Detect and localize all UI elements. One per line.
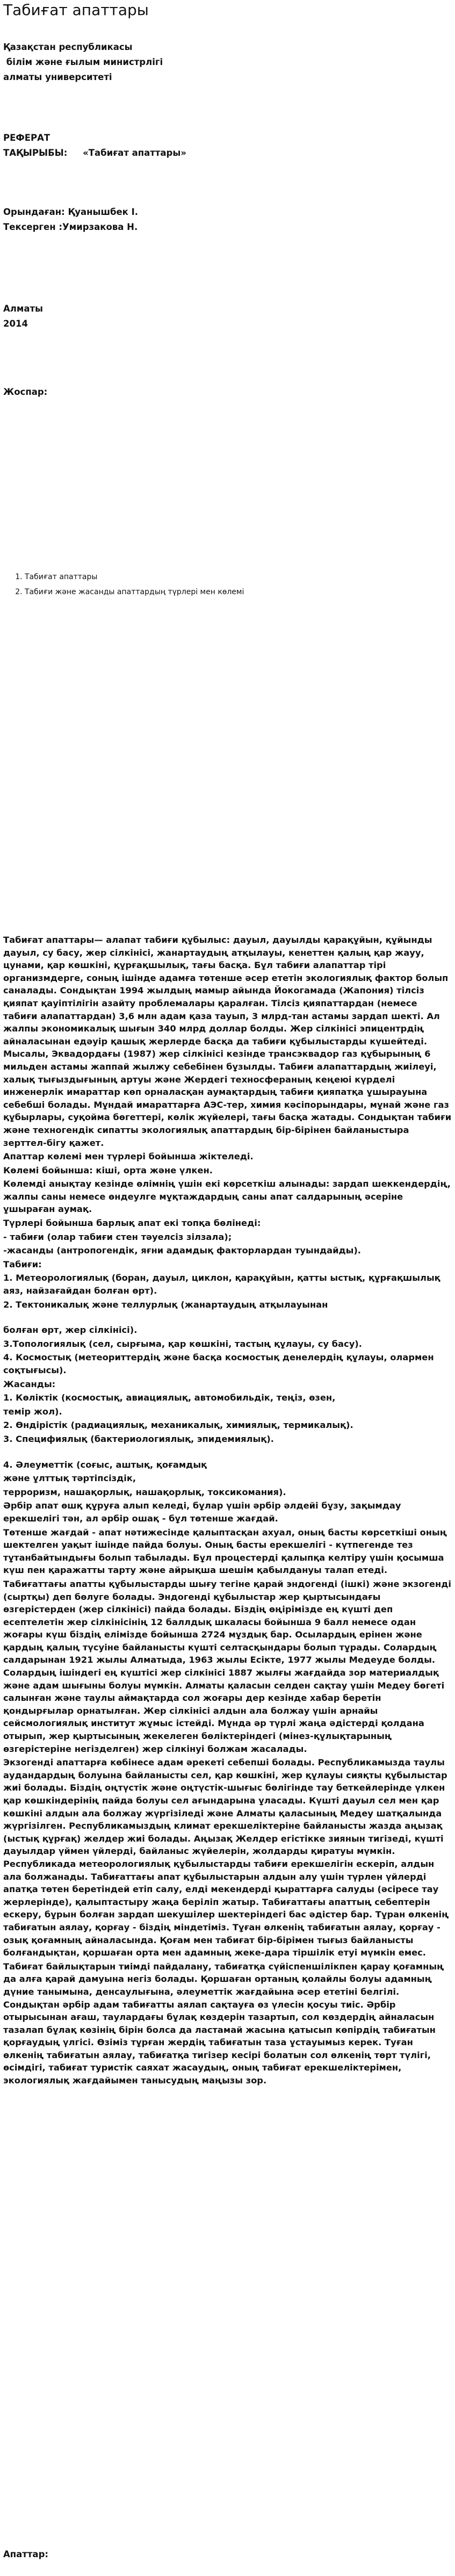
paragraph: 2. Тектоникалық және теллурлық (жанартаудың атқылауынан <box>3 1299 328 1310</box>
header-line: білім және ғылым министрлігі <box>3 57 163 67</box>
paragraph: темір жол). <box>3 1406 62 1417</box>
toc-item: 2. Табиғи және жасанды апаттардың түрлері мен көлемі <box>25 585 244 600</box>
paragraph: 4. Космостық (метеориттердің және басқа космостық денелердің құлауы, олармен соқтығысы). <box>3 1352 434 1375</box>
paragraph: -жасанды (антропогендік, яғни адамдық факторлардан туындайды). <box>3 1245 361 1256</box>
paragraph: Жасанды: <box>3 1379 56 1389</box>
toc-heading: Жоспар: <box>3 387 48 397</box>
paragraph: Апаттар көлемі мен түрлері бойынша жіктеледі. <box>3 1151 254 1162</box>
paragraph: 1. Көліктік (космостық, авиациялық, автомобильдік, теңіз, өзен, <box>3 1392 336 1403</box>
institution-header <box>3 40 163 85</box>
paragraph: Экзогенді апаттарға көбінесе адам әрекеті себепші болады. Республикамызда таулы аудандардың болуына байланысты сел, қар көшкіні, жер құлауы сияқты құбылыстар жиі болады. Біздің оңтүстік және оңтүстік-шығыс бөлігінде тау беткейлерінде үлкен қар көшкіндерінің пайда болуы сел ағындарына ұласады. Күшті дауыл сел мен қар көшкіні алдын ала болжау жүргізіледі және Алматы қаласының Медеу шатқалында жүргізілген. Республикамыздың климат ерекшеліктеріне байланысты жазда аңызақ (ыстық құрғақ) желдер жиі болады. Аңызақ Желдер егістікке зиянын тигізеді, күшті дауылдар үймен үйлерді, байланыс жүйелерін, жолдарды қиратуы мүмкін. Республикада метеорологиялық құбылыстарды табиғи ерекшелігін ескеріп, алдын ала болжанады. Табиғаттағы апат құбылыстарын алдын алу үшін түрлен үйлерді апатқа төтен беретіндей етіп салу, елді мекендерді қыраттарға салуды (әсіресе тау жерлерінде), қалыптастыру жаңа беріліп жатыр. Табиғаттағы апаттың себептерін ескеру, бұрын болған зардап шекушілер шектеріндегі бас әдістер бар. Тұран өлкенің табиғатын аялау, қорғау - біздің міндетіміз. Тұған өлкенің табиғатын аялау, қорғау - озық қоғамның айналасында. Қоғам мен табиғат бір-бірімен тығыз байланысты болғандықтан, қоршаған орта мен адамның жеке-дара тіршілік етуі мүмкін емес. <box>3 1757 449 1958</box>
place-year-block <box>3 301 43 331</box>
header-line: алматы университеті <box>3 72 112 82</box>
report-type: РЕФЕРАТ <box>3 133 50 143</box>
checked-by: Тексерген :Умирзакова Н. <box>3 222 138 232</box>
report-topic: ТАҚЫРЫБЫ: «Табиғат апаттары» <box>3 148 186 158</box>
paragraph: Әрбір апат өшқ құруға алып келеді, бұлар үшін әрбір әлдейі бұзу, зақымдау ерекшелігі тән, ал әрбір ошақ - бұл төтенше жағдай. <box>3 1500 401 1524</box>
section-heading: Апаттар: <box>3 2549 48 2559</box>
paragraph: 1. Метеорологиялық (боран, дауыл, циклон, қарақұйын, қатты ыстық, құрғақшылық аяз, найзағайдан болған өрт). <box>3 1273 440 1296</box>
done-by: Орындаған: Қуанышбек І. <box>3 207 139 217</box>
header-line: Қазақстан республикасы <box>3 42 133 52</box>
paragraph: Табиғат апаттары— алапат табиғи құбылыс: дауыл, дауылды қарақұйын, құйынды дауыл, су басу, жер сілкінісі, жанартаудың атқылауы, кенеттен қалың қар жауу, цунами, қар көшкіні, құрғақшылық, тағы басқа. Бұл табиғи алапаттар тірі организмдерге, соның ішінде адамға төтенше әсер ететін экологиялық фактор болып саналады. Сондықтан 1994 жылдың мамыр айында Йокогамада (Жапония) тілсіз қияпат қауіптілігін азайту проблемалары қаралған. Тілсіз қияпаттардан (немесе табиғи алапаттардан) 3,6 млн адам қаза тауып, 3 млрд-тан астамы зардап шекті. Ал жалпы экономикалық шығын 340 млрд доллар болды. Жер сілкінісі эпицентрдің айналасынан едәуір қашық жерлерде басқа да табиғи құбылыстарды күшейтеді. Мысалы, Эквадордағы (1987) жер сілкінісі кезінде трансэквадор газ құбырының 6 мильден астамы жаппай жылжу себебінен бұзылды. Табиғи алапаттардың жиілеуі, халық тығыздығының артуы және Жердегі техносфераның кеңеюі күрделі инженерлік имараттар көп орналасқан аумақтардың табиғи қияпатқа ұшырауына себебші болады. Мұндай имараттарға АЭС-тер, химия кәсіпорындары, мұнай және газ құбырлары, суқойма бөгеттері, көлік жүйелері, тағы басқа жатады. Сондықтан табиғи және техногендік сипатты экологиялық апаттардың бір-бірінен байланыстыра зерттел-бігу қажет. <box>3 935 452 1148</box>
paragraph: Табиғаттағы апатты құбылыстарды шығу тегіне қарай эндогенді (ішкі) және экзогенді (сыртқы) деп бөлуге болады. Эндогенді құбылыстар жер қыртысындағы өзгерістерден (жер сілкінісі) пайда болады. Біздің өңірімізде ең күшті деп есептелетін жер сілкінісінің 12 баллдық шкаласы бойынша 9 балл немесе одан жоғары күш біздің елімізде бойынша 2724 мұздық бар. Осылардың ерінен және қардың қалың түсуіне байланысты күшті селтасқындары болып тұрады. Солардың салдарынан 1921 жылы Алматыда, 1963 жылы Есікте, 1977 жылы Медеуде болды. Солардың ішіндегі ең күштісі жер сілкінісі 1887 жылғы жағдайда зор материалдық және адам шығыны болуы мүмкін. Алматы қаласын селден сақтау үшін Медеу бөгеті салынған және таулы аймақтарда сол жоғары дер кезінде хабар беретін қондырғылар орнатылған. Жер сілкінісі алдын ала болжау үшін арнайы сейсмологиялық институт жұмыс істейді. Мұнда әр түрлі жаңа әдістерді қолдана отырып, жер қыртысының жекелеген бөліктеріндегі (мінез-құлықтарының өзгерістеріне негізделген) жер сілкінуі болжам жасалады. <box>3 1578 451 1754</box>
paragraph: 3.Топологиялық (сел, сырғыма, қар көшкіні, тастың құлауы, су басу). <box>3 1338 362 1349</box>
paragraph: және ұлттық тәртіпсіздік, <box>3 1473 136 1484</box>
paragraph: 3. Специфиялық (бактериологиялық, эпидемиялық). <box>3 1433 274 1444</box>
paragraph: Төтенше жағдай - апат нәтижесінде қалыптасқан ахуал, оның басты көрсеткіші оның шектелген уақыт ішінде пайда болуы. Оның басты ерекшелігі - күтпегенде тез тұтанбайтындығы болып табылады. Бұл процестерді қалыпқа келтіру үшін қосымша күш пен қаражатты тарту және айрықша шешім қабылдануы талап етеді. <box>3 1527 447 1576</box>
report-block <box>3 131 186 161</box>
paragraph: Көлемі бойынша: кіші, орта және үлкен. <box>3 1165 213 1175</box>
paragraph: - табиғи (олар табиғи стен тәуелсіз зілзала); <box>3 1231 232 1242</box>
city: Алматы <box>3 304 43 314</box>
paragraph: Түрлері бойынша барлық апат екі топқа бөлінеді: <box>3 1218 261 1229</box>
paragraph: Табиғат байлықтарын тиімді пайдалану, табиғатқа сүйіспеншілікпен қарау қоғамның да алға қарай дамуына негіз болады. Қоршаған ортаның қолайлы болуы адамның дүние танымына, денсаулығына, әлеуметтік жағдайына әсер ететіні белгілі. Сондықтан әрбір адам табиғатты аялап сақтауға өз үлесін қосуы тиіс. Әрбір отырысынан ағаш, таулардағы бұлақ көздерін тазартып, сол көздердің айналасын тазалап бұлақ көзінің бірін болса да ластамай жасына қатысып көпірдің табиғатын қорғаудың үлгісі. Өзіміз тұрған жердің табиғатын таза ұстауымыз керек. Туған өлкенің табиғатын аялау, табиғатқа тигізер кесірі болатын сол өлкенің төрт түлігі, өсімдігі, табиғат туристік саяхат жасаудың, оның табиғат ерекшеліктерімен, экологиялық жағдайымен танысудың маңызы зор. <box>3 1961 444 2086</box>
authors-block <box>3 205 138 235</box>
paragraph: Көлемді анықтау кезінде өлімнің үшін екі көрсеткіш алынады: зардап шеккендердің, жалпы саны немесе өндеулге мұқтаждардың саны апат салдарының әсеріне ұшыраған аумақ. <box>3 1179 451 1215</box>
page-title: Табиғат апаттары <box>3 1 149 19</box>
paragraph: 2. Өндірістік (радиациялық, механикалық, химиялық, термикалық). <box>3 1420 353 1431</box>
year: 2014 <box>3 319 28 329</box>
paragraph: 4. Әлеуметтік (соғыс, аштық, қоғамдық <box>3 1459 207 1470</box>
paragraph: терроризм, нашақорлық, нашақорлық, токсикомания). <box>3 1487 286 1497</box>
toc-list <box>13 569 244 600</box>
toc-item: 1. Табиғат апаттары <box>25 569 244 585</box>
paragraph: Табиғи: <box>3 1259 42 1269</box>
body-text <box>3 934 452 2088</box>
paragraph: болған өрт, жер сілкінісі). <box>3 1325 138 1336</box>
